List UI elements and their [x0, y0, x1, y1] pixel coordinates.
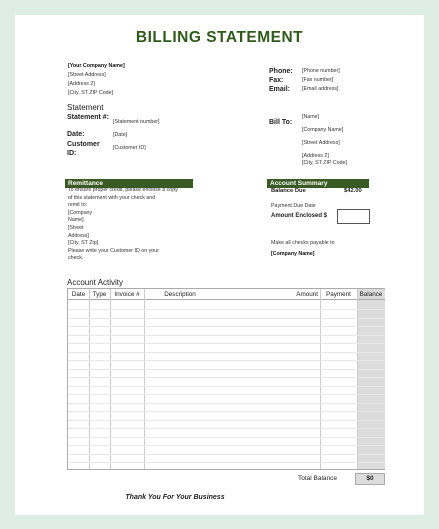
- column-header-date: Date: [68, 289, 89, 300]
- date-label: Date:: [67, 131, 85, 138]
- remittance-header: Remittance: [65, 179, 193, 188]
- table-row: [68, 386, 384, 387]
- table-row: [68, 445, 384, 446]
- bill-to-line: [Name]: [302, 114, 320, 120]
- fax-value: [Fax number]: [302, 77, 334, 83]
- bill-to-label: Bill To:: [269, 119, 293, 126]
- account-activity-heading: Account Activity: [67, 278, 124, 287]
- email-value: [Email address]: [302, 86, 339, 92]
- total-balance-label: Total Balance: [298, 475, 338, 482]
- company-address-line: [Address 2]: [68, 81, 95, 87]
- table-row: [68, 428, 384, 429]
- customer-id-value: [Customer ID]: [113, 145, 146, 151]
- table-row: [68, 437, 384, 438]
- column-divider: [89, 289, 90, 469]
- table-row: [68, 352, 384, 353]
- table-row: [68, 403, 384, 404]
- phone-label: Phone:: [269, 68, 293, 75]
- column-header-payment: Payment: [320, 289, 357, 300]
- table-row: [68, 454, 384, 455]
- bill-to-line: [City, ST ZIP Code]: [302, 160, 348, 166]
- column-header-invoice: Invoice #: [110, 289, 144, 300]
- footer-thank-you: Thank You For Your Business: [125, 494, 225, 501]
- table-row: [68, 335, 384, 336]
- statement-number-label: Statement #:: [67, 114, 110, 121]
- email-label: Email:: [269, 86, 291, 93]
- phone-value: [Phone number]: [302, 68, 340, 74]
- company-address-line: [City, ST ZIP Code]: [68, 90, 114, 96]
- balance-due-value: $42.00: [344, 188, 362, 194]
- amount-enclosed-field[interactable]: [337, 209, 370, 224]
- table-row: [68, 326, 384, 327]
- bill-to-line: [Address 2]: [302, 153, 329, 159]
- balance-due-label: Balance Due: [271, 188, 306, 194]
- amount-enclosed-label: Amount Enclosed $: [271, 213, 328, 219]
- column-divider: [144, 289, 145, 469]
- table-row: [68, 343, 384, 344]
- statement-heading: Statement: [67, 103, 104, 112]
- payable-company-name: [Company Name]: [271, 251, 315, 257]
- table-row: [68, 411, 384, 412]
- table-row: [68, 360, 384, 361]
- account-activity-table: [67, 288, 385, 470]
- fax-label: Fax:: [269, 77, 284, 84]
- table-row: [68, 309, 384, 310]
- page-title: BILLING STATEMENT: [135, 29, 304, 46]
- billing-statement-page: [15, 15, 424, 515]
- bill-to-line: [Street Address]: [302, 140, 340, 146]
- table-row: [68, 394, 384, 395]
- total-balance-value: $0: [355, 473, 385, 485]
- column-header-balance: Balance: [357, 289, 385, 300]
- statement-number-value: [Statement number]: [113, 119, 160, 125]
- company-name: [Your Company Name]: [68, 63, 125, 69]
- payable-to-label: Make all checks payable to: [271, 240, 335, 246]
- payment-due-date-label: Payment Due Date: [271, 203, 316, 209]
- table-row: [68, 462, 384, 463]
- table-row: [68, 420, 384, 421]
- column-divider: [357, 289, 358, 469]
- date-value: [Date]: [113, 132, 128, 138]
- table-row: [68, 369, 384, 370]
- bill-to-line: [Company Name]: [302, 127, 344, 133]
- account-summary-header: Account Summary: [267, 179, 369, 188]
- table-row: [68, 318, 384, 319]
- customer-id-label: Customer ID:: [67, 141, 100, 157]
- company-address-line: [Street Address]: [68, 72, 106, 78]
- column-header-amount: Amount: [216, 289, 320, 300]
- column-divider: [110, 289, 111, 469]
- column-divider: [320, 289, 321, 469]
- table-row: [68, 377, 384, 378]
- column-header-type: Type: [89, 289, 110, 300]
- remittance-text: To ensure proper credit, please enclose a copy of this statement with your check and remit to: [Company Name] [Street Address] [City, ST Zip] Please write your Customer ID on your check.: [68, 187, 178, 262]
- column-header-description: Description: [144, 289, 216, 300]
